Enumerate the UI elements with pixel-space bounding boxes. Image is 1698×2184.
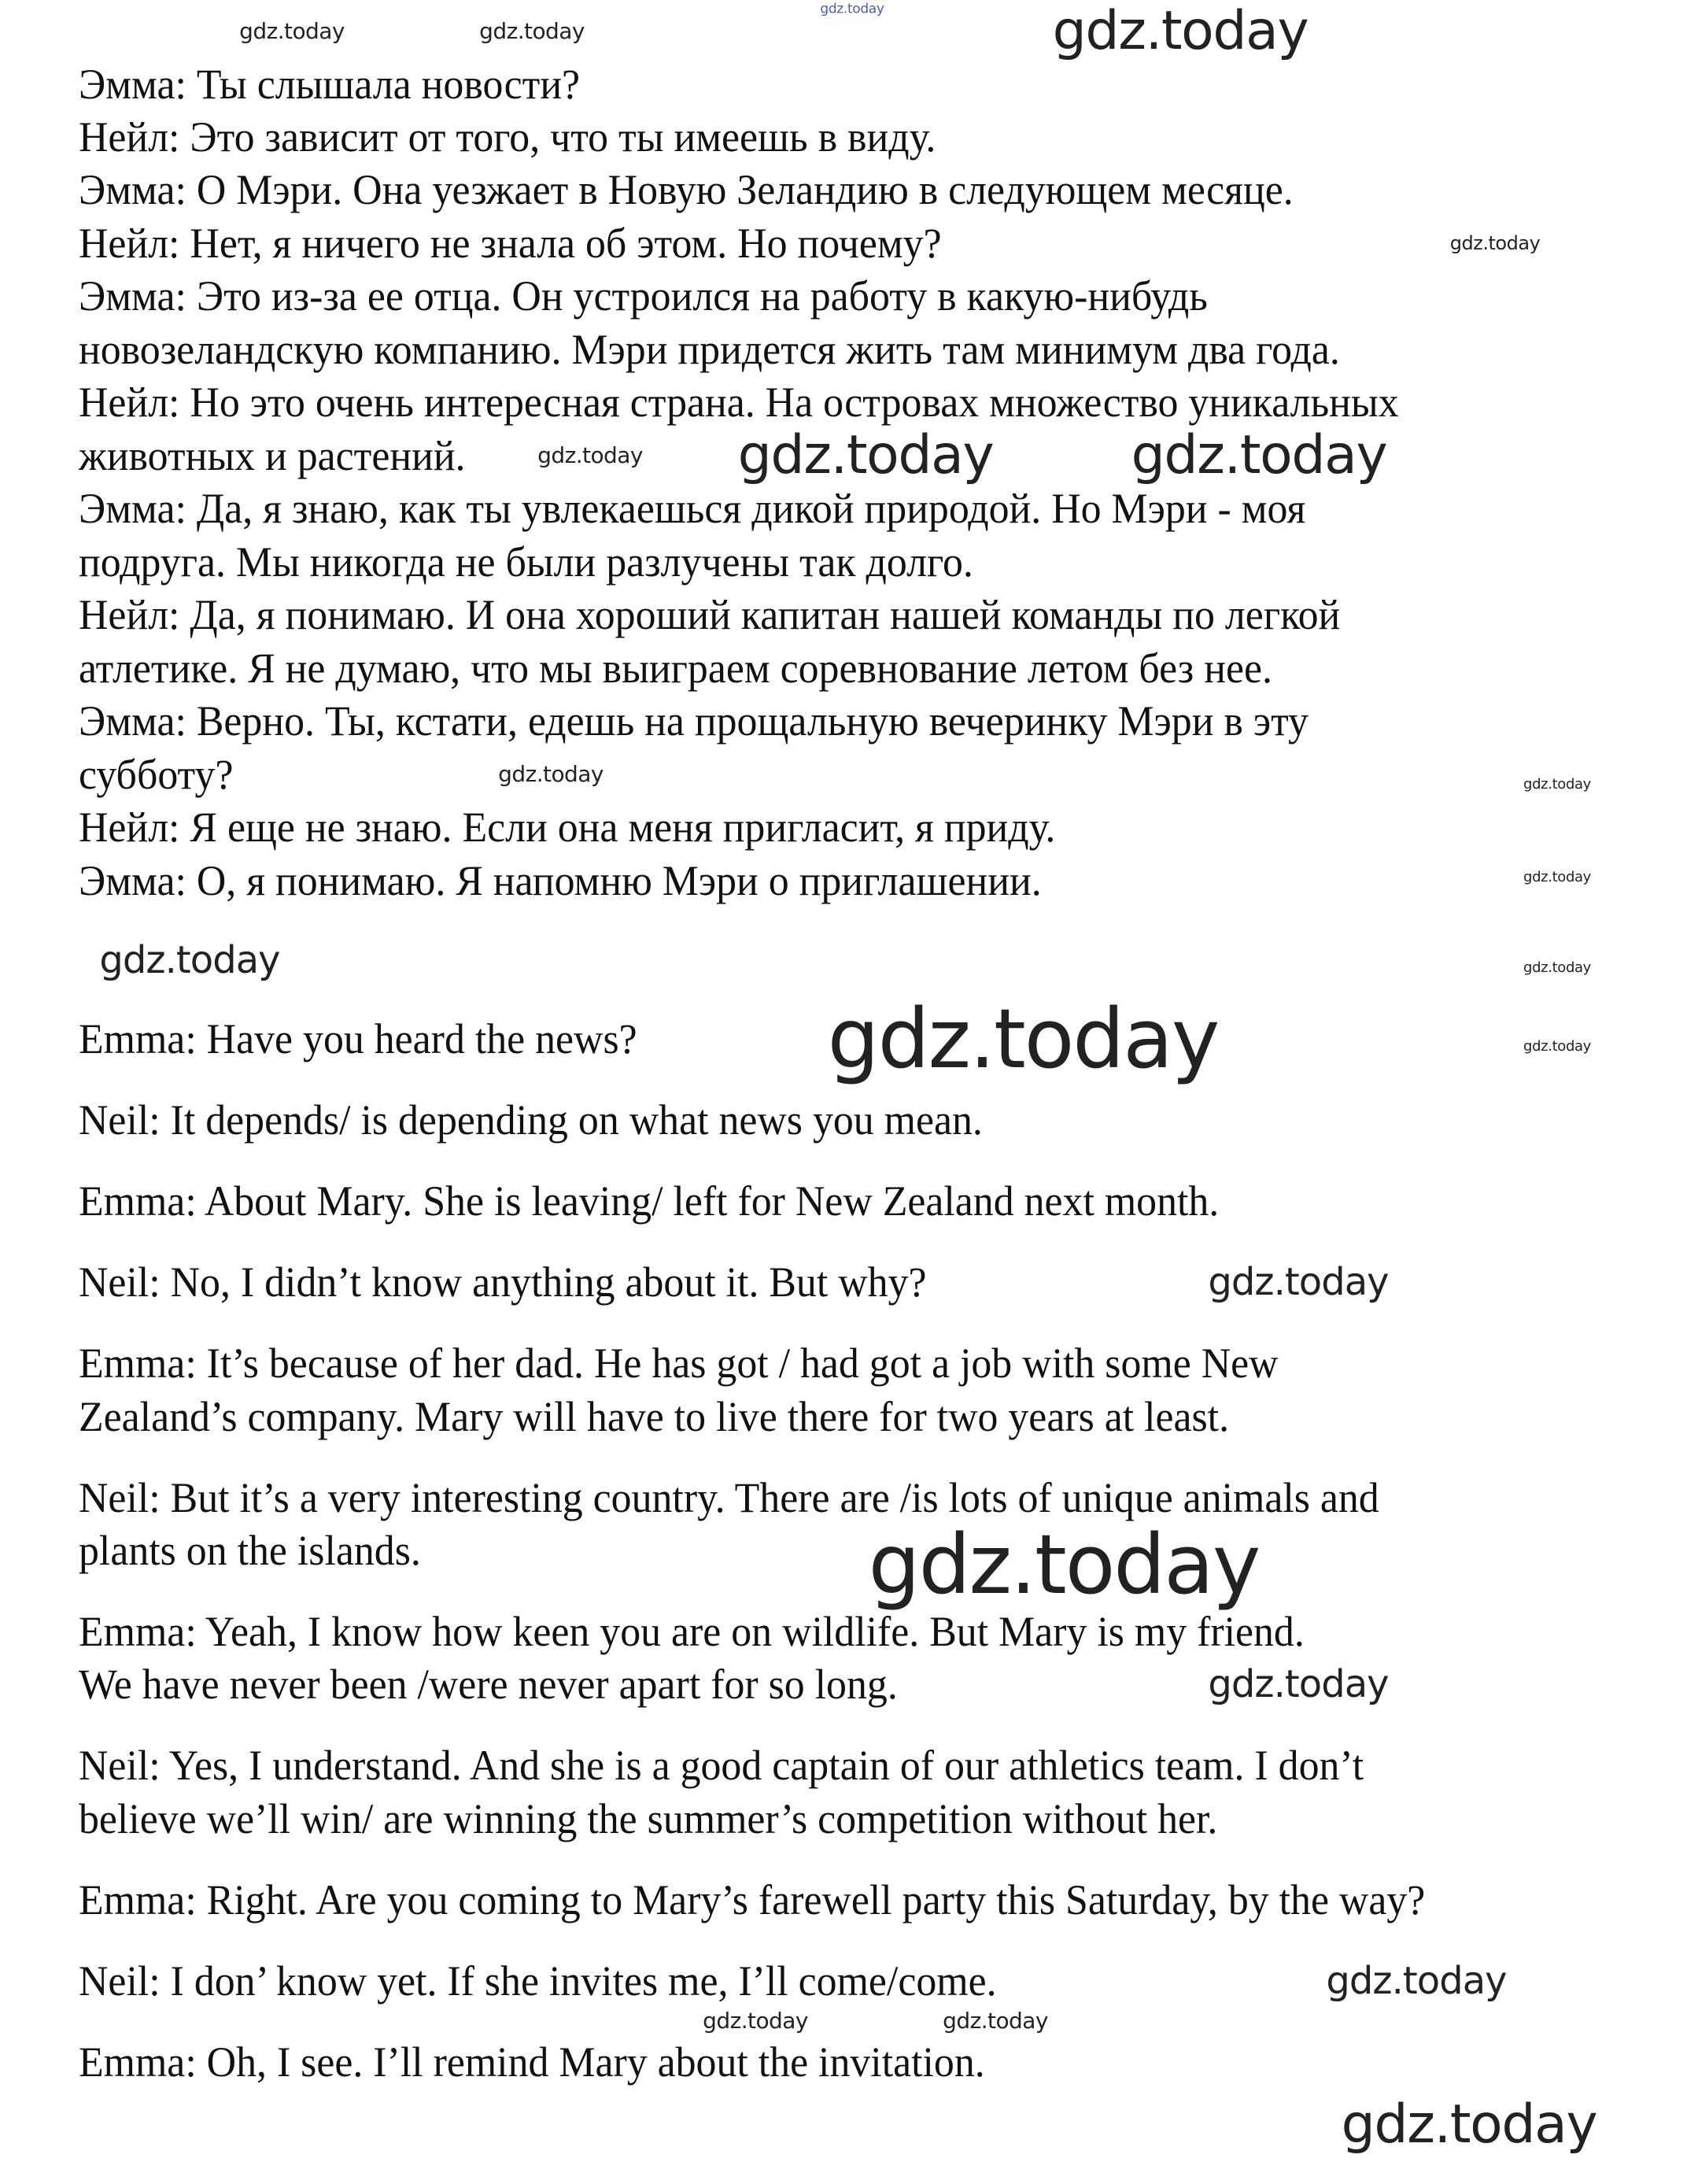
text-line: Neil: It depends/ is depending on what news you mean. [79,1096,983,1144]
text-line: Neil: I don’ know yet. If she invites me, I’ll come/come. [79,1957,997,2005]
watermark: gdz.today [1523,869,1591,885]
watermark: gdz.today [820,1,884,17]
watermark: gdz.today [1208,1662,1389,1706]
watermark: gdz.today [537,442,643,468]
text-line: Emma: Yeah, I know how keen you are on wildlife. But Mary is my friend. [79,1608,1305,1655]
text-line: Нейл: Но это очень интересная страна. На островах множество уникальных [79,379,1399,426]
text-line: plants on the islands. [79,1527,421,1574]
text-line: Emma: Have you heard the news? [79,1015,637,1062]
watermark: gdz.today [1052,0,1309,62]
text-line: Zealand’s company. Mary will have to live there for two years at least. [79,1393,1230,1440]
watermark: gdz.today [827,991,1219,1087]
watermark: gdz.today [1523,959,1591,976]
watermark: gdz.today [1131,424,1387,486]
text-line: Нейл: Это зависит от того, что ты имеешь в виду. [79,113,936,161]
text-line: Neil: No, I didn’t know anything about it. But why? [79,1258,927,1306]
text-line: Эмма: О, я понимаю. Я напомню Мэри о приглашении. [79,857,1042,904]
text-line: подруга. Мы никогда не были разлучены так долго. [79,538,973,586]
watermark: gdz.today [1326,1959,1507,2003]
watermark: gdz.today [737,424,994,486]
watermark: gdz.today [868,1517,1260,1613]
text-line: Emma: Right. Are you coming to Mary’s farewell party this Saturday, by the way? [79,1876,1426,1923]
text-line: We have never been /were never apart for so long. [79,1661,898,1708]
text-line: Эмма: Ты слышала новости? [79,61,581,108]
watermark: gdz.today [1208,1260,1389,1304]
watermark: gdz.today [99,938,280,982]
watermark: gdz.today [1449,232,1541,254]
watermark: gdz.today [1523,1038,1591,1055]
text-line: Нейл: Нет, я ничего не знала об этом. Но почему? [79,220,942,267]
text-line: Neil: But it’s a very interesting country. There are /is lots of unique animals and [79,1474,1379,1521]
text-line: Нейл: Да, я понимаю. И она хороший капитан нашей команды по легкой [79,591,1341,638]
text-line: believe we’ll win/ are winning the summer’s competition without her. [79,1795,1218,1842]
watermark: gdz.today [1523,776,1591,793]
watermark: gdz.today [703,2008,808,2034]
watermark: gdz.today [239,18,345,44]
text-line: атлетике. Я не думаю, что мы выиграем соревнование летом без нее. [79,645,1272,692]
text-line: субботу? [79,751,234,798]
text-line: новозеландскую компанию. Мэри придется жить там минимум два года. [79,326,1340,373]
text-line: Эмма: Верно. Ты, кстати, едешь на прощальную вечеринку Мэри в эту [79,697,1309,745]
text-line: Emma: Oh, I see. I’ll remind Mary about the invitation. [79,2038,985,2086]
text-line: Эмма: Это из-за ее отца. Он устроился на работу в какую-нибудь [79,272,1208,320]
text-line: Emma: About Mary. She is leaving/ left for New Zealand next month. [79,1177,1220,1225]
text-line: Нейл: Я еще не знаю. Если она меня пригласит, я приду. [79,804,1056,851]
text-line: животных и растений. [79,432,466,479]
text-line: Emma: It’s because of her dad. He has got / had got a job with some New [79,1340,1279,1387]
watermark: gdz.today [479,18,585,44]
watermark: gdz.today [1341,2093,1597,2156]
text-line: Neil: Yes, I understand. And she is a good captain of our athletics team. I don’t [79,1742,1364,1789]
text-line: Эмма: Да, я знаю, как ты увлекаешься дикой природой. Но Мэри - моя [79,485,1306,532]
watermark: gdz.today [943,2008,1048,2034]
text-line: Эмма: О Мэри. Она уезжает в Новую Зеландию в следующем месяце. [79,166,1294,213]
watermark: gdz.today [498,761,604,787]
